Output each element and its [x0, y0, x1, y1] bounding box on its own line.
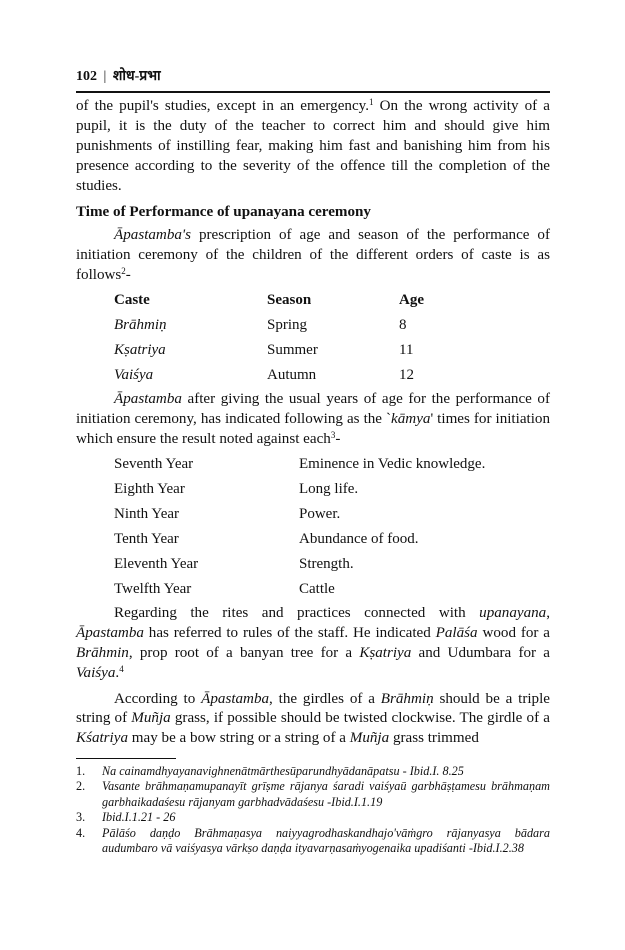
body-text — [76, 97, 550, 749]
caste-cell: Vaiśya — [114, 367, 154, 384]
result-cell: Eminence in Vedic knowledge. — [299, 455, 486, 472]
text-run: grass, if possible should be twisted clockwise. The girdle of a — [170, 710, 550, 727]
column-header-season: Season — [267, 292, 312, 309]
term: Āpastamba — [201, 690, 270, 707]
text-run: On the wrong activity of a pupil, it is the duty of the teacher to correct him and should give him punishments of instilling fear, making him fast and banishing him from his presence according to the severity of the offence till the completion of the studies. — [76, 98, 550, 194]
table-row — [76, 363, 424, 388]
text-run: , — [546, 604, 550, 621]
year-cell: Ninth Year — [114, 505, 180, 522]
footnote-rule — [76, 758, 176, 759]
term: Āpastamba — [76, 624, 144, 641]
text-run: , prop root of a banyan tree for a — [128, 644, 360, 661]
result-cell: Long life. — [299, 480, 359, 497]
footnote-text: Pālāśo daṇḍo Brāhmaṇasya naiyyagrodhaskandhajo'vāṁgro rājanyasya bādara audumbaro vā vaiśyasya vārkṣo daṇḍa ityavarṇasaṁyogenaika upadiśanti -Ibid.I.2.38 — [102, 825, 550, 856]
footnote-text: Vasante brāhmaṇamupanayīt grīṣme rājanya śaradi vaiśyaū garbhāṣṭamesu brāhmaṇam garbhaikadaśesu rājanyam garbhadvādaśesu -Ibid.I.1.19 — [102, 779, 550, 809]
age-cell: 12 — [399, 367, 414, 384]
age-cell: 8 — [399, 317, 407, 334]
footnote-number: 1. — [76, 764, 86, 778]
text-run: Regarding the rites and practices connected with — [114, 604, 480, 621]
text-run: after giving the usual years of age for the performance of initiation ceremony, has indicated following as the ` — [76, 391, 550, 428]
running-head — [76, 68, 550, 86]
term: upanayana — [479, 604, 547, 621]
result-cell: Strength. — [299, 555, 354, 572]
result-cell: Abundance of food. — [299, 530, 419, 547]
term: Muñja — [349, 730, 390, 747]
term: Brāhmiṇ — [380, 690, 434, 707]
footnote-number: 3. — [76, 810, 86, 825]
paragraph-4 — [76, 604, 550, 684]
table-row — [76, 452, 485, 477]
table-row — [76, 338, 424, 363]
footnote-ref-1: 1 — [369, 97, 374, 107]
footnote — [76, 764, 550, 779]
year-cell: Twelfth Year — [114, 580, 192, 597]
header-rule — [76, 91, 550, 93]
column-header-age: Age — [399, 292, 424, 309]
season-cell: Autumn — [267, 367, 317, 384]
term: Muñja — [131, 710, 171, 727]
caste-cell: Brāhmiṇ — [114, 317, 167, 334]
author-name: Āpastamba — [114, 391, 182, 408]
text-run: and Udumbara for a — [411, 644, 550, 661]
term: Kṣatriya — [359, 644, 412, 661]
section-heading: Time of Performance of upanayana ceremony — [76, 203, 371, 220]
text-run: According to — [114, 690, 202, 707]
table-row — [76, 313, 424, 338]
text-run: of the pupil's studies, except in an emergency. — [76, 98, 369, 114]
season-cell: Spring — [267, 317, 308, 334]
text-run: - — [125, 267, 131, 284]
term: Vaiśya — [76, 664, 116, 681]
text-run: , the girdles of a — [269, 690, 381, 707]
age-cell: 11 — [399, 342, 414, 359]
page-number: 102 — [76, 69, 97, 84]
text-run: . — [115, 664, 120, 681]
paragraph-1 — [76, 97, 550, 197]
year-cell: Seventh Year — [114, 455, 194, 472]
caste-cell: Kṣatriya — [114, 342, 166, 359]
table-header-row — [76, 288, 424, 313]
text-run: - — [335, 430, 341, 447]
text-run: has referred to rules of the staff. He indicated — [143, 624, 436, 641]
footnotes — [76, 764, 550, 856]
paragraph-3 — [76, 390, 550, 450]
text-run: ' times for initiation which ensure the result noted against each — [76, 411, 551, 447]
table-row — [76, 552, 485, 577]
year-cell: Tenth Year — [114, 530, 179, 547]
footnote-text: Ibid.I.1.21 - 26 — [102, 810, 176, 825]
term: Kśatriya — [76, 730, 128, 747]
footnote-ref-4: 4 — [119, 663, 124, 674]
season-cell: Summer — [267, 342, 318, 359]
footnote — [76, 779, 550, 810]
footnote-ref-3: 3 — [330, 429, 336, 440]
paragraph-5 — [76, 690, 550, 750]
caste-season-age-table — [76, 288, 424, 388]
result-cell: Power. — [299, 505, 341, 522]
footnote — [76, 826, 550, 857]
footnote-number: 2. — [76, 779, 86, 794]
text-run: wood for a — [477, 624, 550, 641]
year-cell: Eighth Year — [114, 480, 185, 497]
text-run: grass trimmed — [389, 730, 479, 747]
paragraph-2 — [76, 226, 550, 286]
term: Brāhmin — [76, 644, 129, 661]
term-kamya: kāmya — [391, 411, 431, 428]
year-cell: Eleventh Year — [114, 555, 199, 572]
header-separator: | — [103, 69, 107, 84]
table-row — [76, 502, 485, 527]
result-cell: Cattle — [299, 580, 335, 597]
column-header-caste: Caste — [114, 292, 150, 309]
author-name: Āpastamba's — [114, 227, 192, 244]
table-row — [76, 477, 485, 502]
text-run: may be a bow string or a string of a — [128, 730, 350, 747]
journal-title: शोध-प्रभा — [112, 69, 161, 84]
footnote-number: 4. — [76, 825, 86, 840]
term: Palāśa — [435, 624, 478, 641]
kamya-times-table — [76, 452, 485, 602]
text-run: should be a triple string of — [76, 690, 550, 727]
footnote — [76, 810, 550, 825]
table-row — [76, 527, 485, 552]
text-run: prescription of age and season of the performance of initiation ceremony of the children of the different orders of caste is as follows — [76, 227, 550, 284]
footnote-text: Na cainamdhyayanavighnenātmārthesūparundhyādanāpatsu - Ibid.I. 8.25 — [102, 764, 464, 778]
table-row — [76, 577, 485, 602]
footnote-ref-2: 2 — [121, 266, 126, 277]
